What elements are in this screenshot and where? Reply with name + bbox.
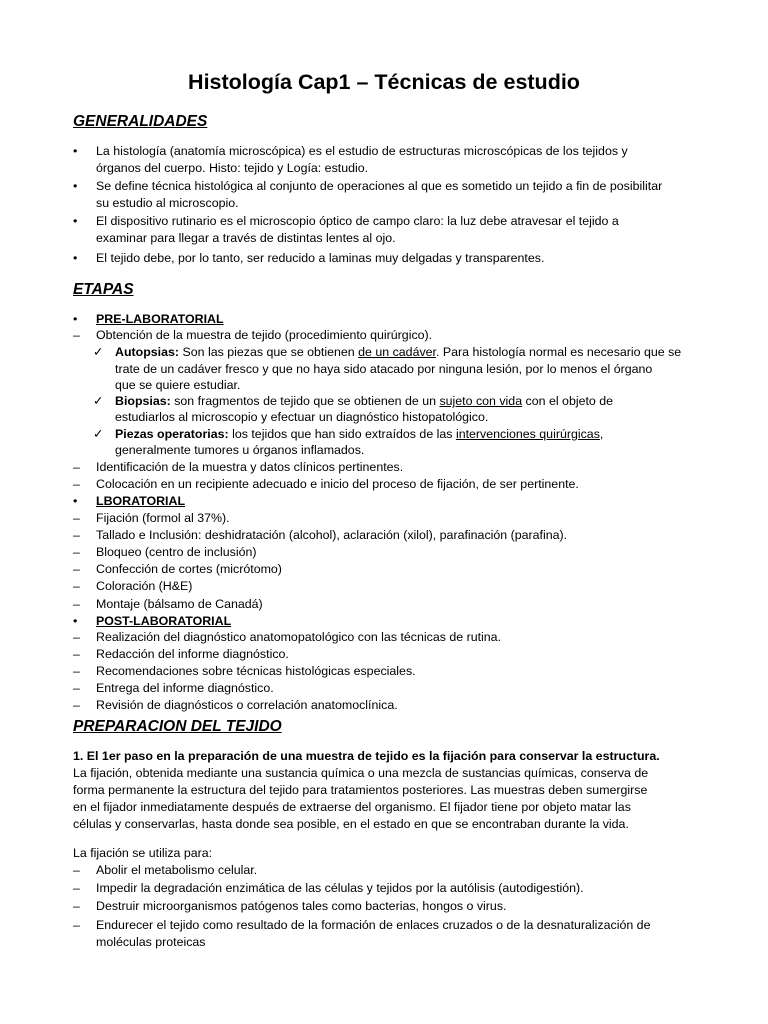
gen-bullet-2-line-1: Se define técnica histológica al conjunto de operaciones al que es sometido un tejido a fin de posibilitar: [96, 179, 663, 193]
prep-paragraph-line: La fijación, obtenida mediante una sustancia química o una mezcla de sustancias químicas, conserva de: [73, 766, 649, 780]
post-item: Revisión de diagnósticos o correlación anatomoclínica.: [96, 698, 398, 712]
check-icon: ✓: [93, 345, 104, 359]
autopsias-label: Autopsias:: [115, 345, 180, 359]
pre-item-obtencion: Obtención de la muestra de tejido (procedimiento quirúrgico).: [96, 328, 433, 342]
biopsias-line-2: estudiarlos al microscopio y efectuar un diagnóstico histopatológico.: [115, 410, 489, 424]
dash-symbol: –: [73, 597, 80, 611]
gen-bullet-1-line-1: La histología (anatomía microscópica) es el estudio de estructuras microscópicas de los tejidos y: [96, 144, 628, 158]
bullet-symbol: •: [73, 494, 78, 508]
dash-symbol: –: [73, 477, 80, 491]
piezas-underlined: intervenciones quirúrgicas: [455, 427, 600, 441]
gen-bullet-4-line-1: El tejido debe, por lo tanto, ser reducido a laminas muy delgadas y transparentes.: [96, 251, 545, 265]
autopsias-line-2: trate de un cadáver fresco y que no haya sido atacado por ninguna lesión, por lo menos el órgano: [115, 362, 653, 376]
pre-item-identificacion: Identificación de la muestra y datos clínicos pertinentes.: [96, 460, 404, 474]
piezas-line-1: [115, 426, 603, 443]
fijacion-use-item: Impedir la degradación enzimática de las células y tejidos por la autólisis (autodigestión).: [96, 881, 584, 895]
dash-symbol: –: [73, 698, 80, 712]
bullet-symbol: •: [73, 312, 78, 326]
fijacion-use-item-cont: moléculas proteicas: [96, 935, 206, 949]
piezas-line-2: generalmente tumores u órganos inflamados.: [115, 443, 365, 457]
prep-paragraph-line: forma permanente la estructura del tejido para tratamientos posteriores. Las muestras deben sumergirse: [73, 783, 648, 797]
gen-bullet-3-line-2: examinar para llegar a través de distintas lentes al ojo.: [96, 231, 396, 245]
lab-item: Montaje (bálsamo de Canadá): [96, 597, 263, 611]
dash-symbol: –: [73, 863, 80, 877]
biopsias-text-b: con el objeto de: [522, 394, 614, 408]
post-laboratorial-title: POST-LABORATORIAL: [96, 614, 232, 628]
bullet-symbol: •: [73, 214, 78, 228]
document-title: Histología Cap1 – Técnicas de estudio: [188, 70, 580, 94]
autopsias-text-b: . Para histología normal es necesario que se: [436, 345, 682, 359]
piezas-label: Piezas operatorias:: [115, 427, 229, 441]
biopsias-text-a: son fragmentos de tejido que se obtienen de un: [170, 394, 440, 408]
bullet-symbol: •: [73, 144, 78, 158]
dash-symbol: –: [73, 562, 80, 576]
bullet-symbol: •: [73, 614, 78, 628]
gen-bullet-2-line-2: su estudio al microscopio.: [96, 196, 239, 210]
piezas-text-a: los tejidos que han sido extraídos de las: [228, 427, 456, 441]
fijacion-uses-intro: La fijación se utiliza para:: [73, 846, 213, 860]
fijacion-use-item: Abolir el metabolismo celular.: [96, 863, 258, 877]
prep-paragraph-line: en el fijador inmediatamente después de extraerse del organismo. El fijador tiene por objeto matar las: [73, 800, 631, 814]
bullet-symbol: •: [73, 179, 78, 193]
dash-symbol: –: [73, 899, 80, 913]
gen-bullet-1-line-2: órganos del cuerpo. Histo: tejido y Logía: estudio.: [96, 161, 369, 175]
piezas-text-b: ,: [599, 427, 604, 441]
bullet-symbol: •: [73, 251, 78, 265]
biopsias-underlined: sujeto con vida: [439, 394, 523, 408]
dash-symbol: –: [73, 630, 80, 644]
dash-symbol: –: [73, 647, 80, 661]
lab-item: Coloración (H&E): [96, 579, 193, 593]
dash-symbol: –: [73, 664, 80, 678]
post-item: Recomendaciones sobre técnicas histológicas especiales.: [96, 664, 416, 678]
prep-paragraph-line: células y conservarlas, hasta donde sea posible, en el estado en que se encontraban durante la vida.: [73, 817, 629, 831]
pre-item-colocacion: Colocación en un recipiente adecuado e inicio del proceso de fijación, de ser pertinente.: [96, 477, 579, 491]
heading-generalidades: GENERALIDADES: [73, 113, 208, 130]
autopsias-line-1: [115, 344, 681, 361]
gen-bullet-3-line-1: El dispositivo rutinario es el microscopio óptico de campo claro: la luz debe atravesar el tejido a: [96, 214, 619, 228]
autopsias-text-a: Son las piezas que se obtienen: [179, 345, 359, 359]
prep-step-1: 1. El 1er paso en la preparación de una muestra de tejido es la fijación para conservar la estructura.: [73, 749, 660, 763]
dash-symbol: –: [73, 545, 80, 559]
laboratorial-title: LBORATORIAL: [96, 494, 186, 508]
dash-symbol: –: [73, 681, 80, 695]
lab-item: Bloqueo (centro de inclusión): [96, 545, 257, 559]
autopsias-underlined: de un cadáver: [358, 345, 436, 359]
fijacion-use-item: Endurecer el tejido como resultado de la formación de enlaces cruzados o de la desnaturalización de: [96, 918, 651, 932]
lab-item: Confección de cortes (micrótomo): [96, 562, 282, 576]
pre-laboratorial-title: PRE-LABORATORIAL: [96, 312, 224, 326]
dash-symbol: –: [73, 881, 80, 895]
biopsias-label: Biopsias:: [115, 394, 171, 408]
post-item: Realización del diagnóstico anatomopatológico con las técnicas de rutina.: [96, 630, 502, 644]
lab-item: Fijación (formol al 37%).: [96, 511, 230, 525]
dash-symbol: –: [73, 460, 80, 474]
biopsias-line-1: [115, 393, 613, 410]
fijacion-use-item: Destruir microorganismos patógenos tales como bacterias, hongos o virus.: [96, 899, 507, 913]
check-icon: ✓: [93, 394, 104, 408]
dash-symbol: –: [73, 579, 80, 593]
dash-symbol: –: [73, 528, 80, 542]
heading-preparacion: PREPARACION DEL TEJIDO: [73, 718, 282, 735]
heading-etapas: ETAPAS: [73, 281, 134, 298]
dash-symbol: –: [73, 511, 80, 525]
post-item: Redacción del informe diagnóstico.: [96, 647, 289, 661]
check-icon: ✓: [93, 427, 104, 441]
dash-symbol: –: [73, 328, 80, 342]
lab-item: Tallado e Inclusión: deshidratación (alcohol), aclaración (xilol), parafinación (parafina).: [96, 528, 568, 542]
post-item: Entrega del informe diagnóstico.: [96, 681, 274, 695]
dash-symbol: –: [73, 918, 80, 932]
autopsias-line-3: que se quiere estudiar.: [115, 378, 241, 392]
